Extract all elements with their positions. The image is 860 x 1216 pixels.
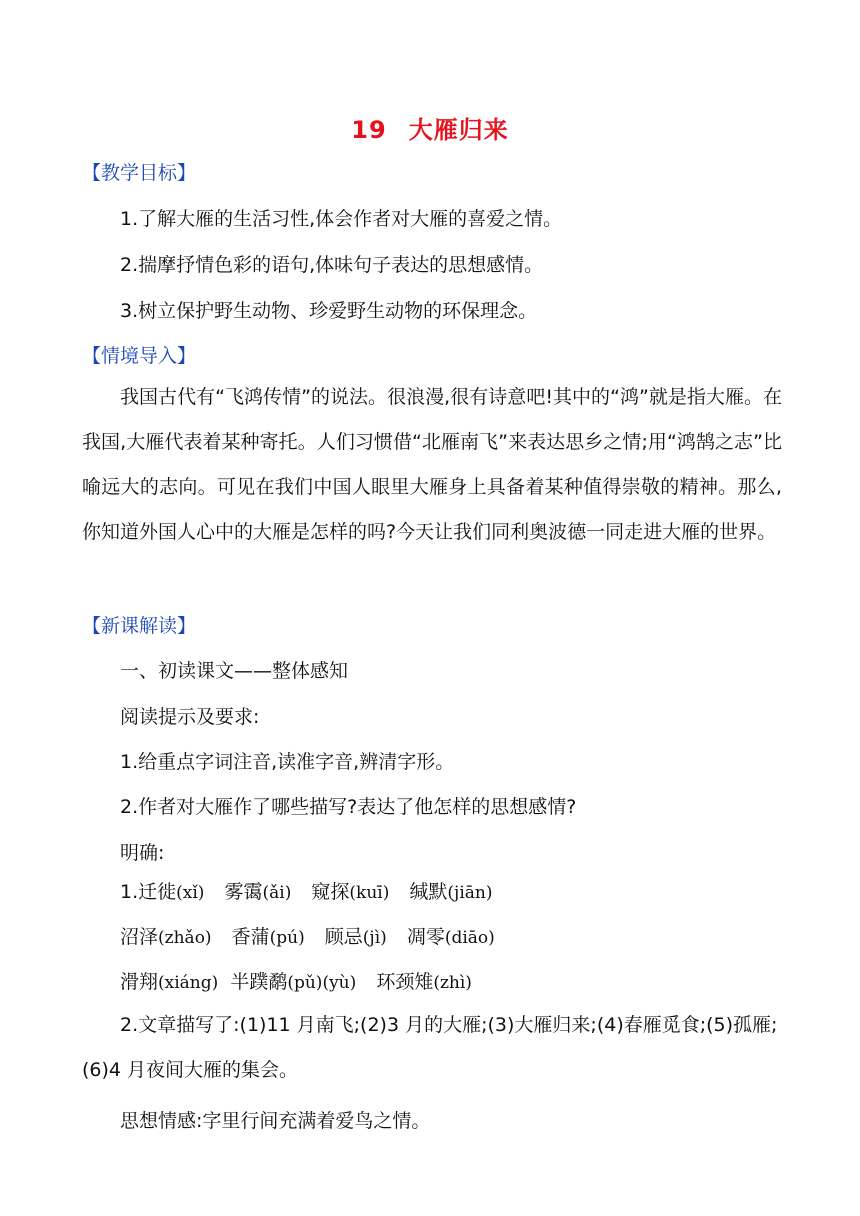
lesson-name: 大雁归来 xyxy=(408,116,509,144)
vocab-row xyxy=(120,967,472,994)
lesson-title xyxy=(0,110,860,145)
vocab-word: 1.迁徙 xyxy=(120,881,177,903)
question-2: 2.作者对大雁作了哪些描写?表达了他怎样的思想感情? xyxy=(120,796,577,818)
vocab-word: 缄默 xyxy=(409,881,448,903)
goal-item: 2.揣摩抒情色彩的语句,体味句子表达的思想感情。 xyxy=(120,254,544,276)
reading-tips-label: 阅读提示及要求: xyxy=(120,706,260,728)
vocab-word: 环颈雉 xyxy=(376,971,434,993)
vocab-pinyin: (xǐ) xyxy=(176,883,205,903)
lesson-number: 19 xyxy=(351,116,387,144)
goal-item: 1.了解大雁的生活习性,体会作者对大雁的喜爱之情。 xyxy=(120,208,563,230)
vocab-pinyin: (xiáng) xyxy=(158,973,219,993)
vocab-pinyin: (pú) xyxy=(269,928,305,948)
vocab-word: 顾忌 xyxy=(324,926,363,948)
goal-item: 3.树立保护野生动物、珍爱野生动物的环保理念。 xyxy=(120,300,538,322)
vocab-row xyxy=(120,877,492,904)
vocab-word: 凋零 xyxy=(406,926,445,948)
reading-heading: 一、初读课文——整体感知 xyxy=(120,660,349,682)
vocab-pinyin: (jiān) xyxy=(447,883,493,903)
feeling-line: 思想情感:字里行间充满着爱鸟之情。 xyxy=(120,1110,431,1132)
intro-paragraph: 我国古代有“飞鸿传情”的说法。很浪漫,很有诗意吧!其中的“鸿”就是指大雁。在我国,大雁代表着某种寄托。人们习惯借“北雁南飞”来表达思乡之情;用“鸿鹄之志”比喻远大的志向。可见在我们中国人眼里大雁身上具备着某种值得崇敬的精神。那么,你知道外国人心中的大雁是怎样的吗?今天让我们同利奥波德一同走进大雁的世界。 xyxy=(82,386,782,543)
answer-2-paragraph: 2.文章描写了:(1)11 月南飞;(2)3 月的大雁;(3)大雁归来;(4)春雁觅食;(5)孤雁;(6)4 月夜间大雁的集会。 xyxy=(82,1014,778,1081)
vocab-pinyin: (diāo) xyxy=(444,928,495,948)
vocab-pinyin: (kuī) xyxy=(349,883,390,903)
vocab-word: 香蒲 xyxy=(231,926,270,948)
vocab-word: 窥探 xyxy=(311,881,350,903)
vocab-word: 沼泽 xyxy=(120,926,159,948)
section-heading-intro: 【情境导入】 xyxy=(82,345,197,367)
answer-label: 明确: xyxy=(120,842,165,864)
section-heading-goals: 【教学目标】 xyxy=(82,162,197,184)
vocab-pinyin: (zhì) xyxy=(433,973,472,993)
vocab-pinyin: (jì) xyxy=(362,928,387,948)
vocab-pinyin: (ǎi) xyxy=(262,883,292,903)
vocab-word: 滑翔 xyxy=(120,971,159,993)
vocab-pinyin: (zhǎo) xyxy=(158,928,212,948)
question-1: 1.给重点字词注音,读准字音,辨清字形。 xyxy=(120,751,455,773)
section-heading-new: 【新课解读】 xyxy=(82,615,197,637)
vocab-word: 半蹼鹬 xyxy=(230,971,288,993)
vocab-row xyxy=(120,922,495,949)
vocab-pinyin: (pǔ)(yù) xyxy=(287,973,357,993)
vocab-word: 雾霭 xyxy=(224,881,263,903)
